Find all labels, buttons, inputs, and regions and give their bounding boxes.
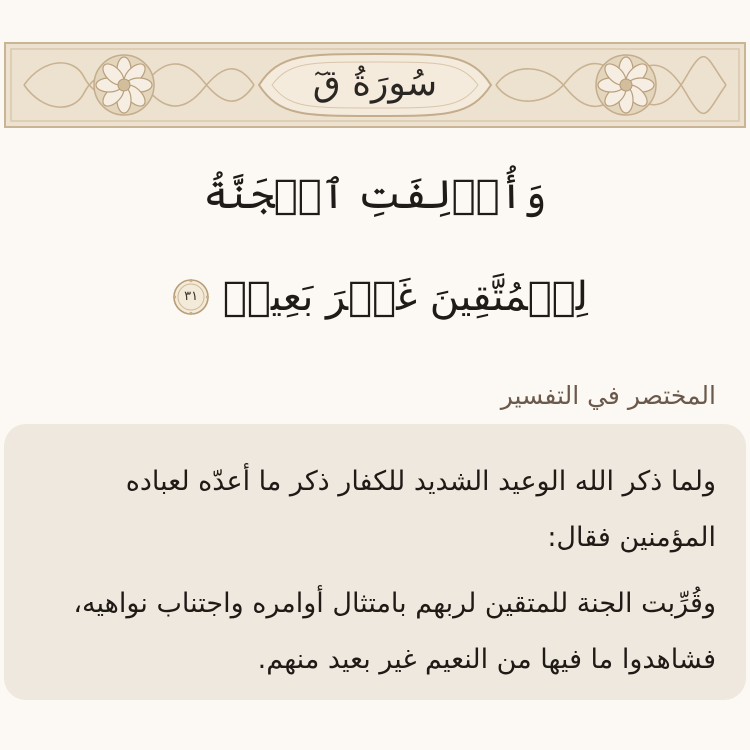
tafsir-section-title: المختصر في التفسير [500,381,716,410]
ayah-line-1: وَأُزۡلِفَتِ ٱلۡجَنَّةُ [203,172,547,218]
tafsir-paragraph: ولما ذكر الله الوعيد الشديد للكفار ذكر ما أعدّه لعباده المؤمنين فقال: [125,466,716,553]
ayah-line-2-text: لِلۡمُتَّقِينَ غَيۡرَ بَعِيدٖ [222,274,588,320]
tafsir-paragraph: وقُرِّبت الجنة للمتقين لربهم بامتثال أوامره واجتناب نواهيه، فشاهدوا ما فيها من النعيم غير بعيد منهم. [73,588,716,675]
ayah-end-marker-icon [172,278,210,316]
tafsir-card [4,424,746,700]
surah-name: سُورَةُ قٓ [312,63,438,104]
verse-number: ٣١ [184,289,199,304]
ayah-line-2 [0,262,750,326]
